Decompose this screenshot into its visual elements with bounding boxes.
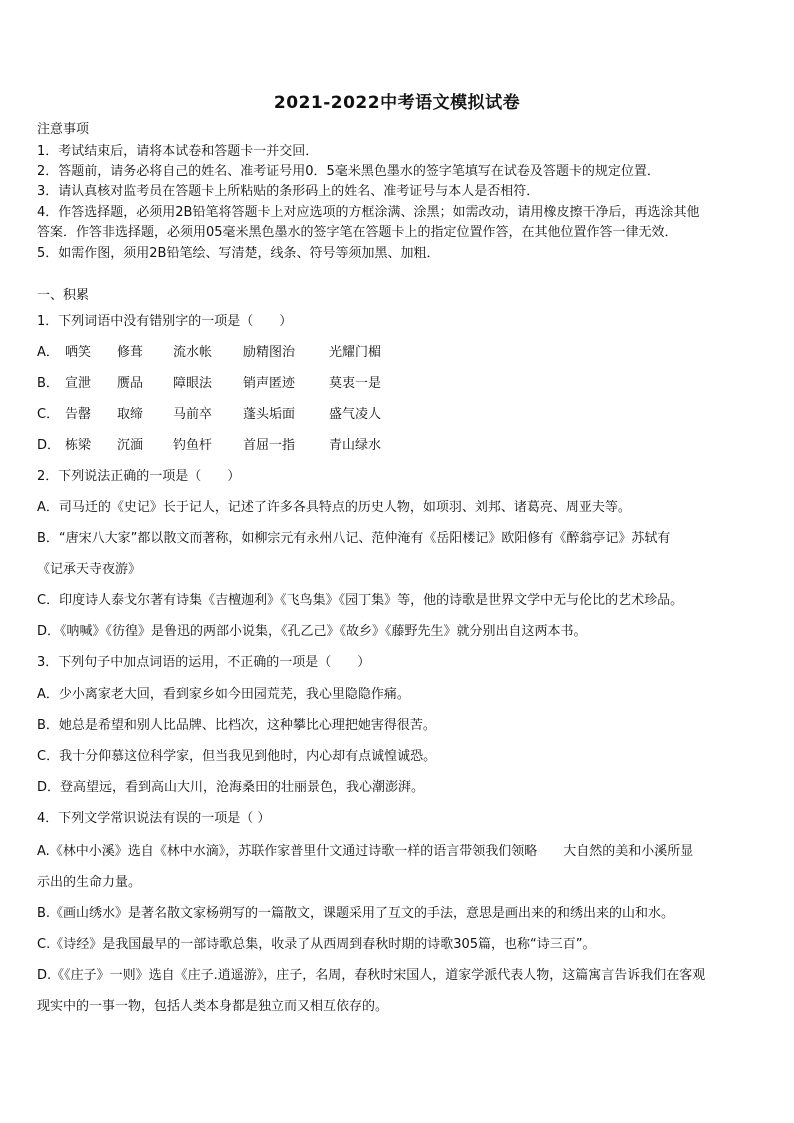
q4-option-c: C.《诗经》是我国最早的一部诗歌总集，收录了从西周到春秋时期的诗歌305篇，也称“诗三百”。 — [37, 937, 596, 952]
q2-option-b: B．“唐宋八大家”都以散文而著称，如柳宗元有永州八记、范仲淹有《岳阳楼记》欧阳修有《醉翁亭记》苏轼有 — [37, 531, 671, 546]
option-label: D． — [37, 438, 61, 453]
option-label: A． — [37, 345, 59, 360]
q3-option-d: D．登高望远，看到高山大川，沧海桑田的壮丽景色，我心潮澎湃。 — [37, 780, 425, 795]
option-word: 沉湎 — [117, 438, 144, 453]
notice-item: 3．请认真核对监考员在答题卡上所粘贴的条形码上的姓名、准考证号与本人是否相符． — [37, 184, 540, 199]
section-heading: 一、积累 — [37, 288, 90, 303]
option-word: 取缔 — [117, 407, 144, 422]
notice-item: 5．如需作图，须用2B铅笔绘、写清楚，线条、符号等须加黑、加粗． — [37, 246, 440, 261]
notice-heading: 注意事项 — [37, 122, 90, 137]
option-word: 流水帐 — [173, 345, 213, 360]
option-word: 盛气凌人 — [329, 407, 382, 422]
option-word: 哂笑 — [65, 345, 92, 360]
q4-option-a-cont: 示出的生命力量。 — [37, 875, 142, 890]
option-word: 马前卒 — [173, 407, 213, 422]
q4-option-b: B.《画山绣水》是著名散文家杨朔写的一篇散文，课题采用了互文的手法，意思是画出来的和绣出来的山和水。 — [37, 906, 675, 921]
q4-option-d: D.《《庄子》一则》选自《庄子.逍遥游》，庄子，名周，春秋时宋国人，道家学派代表人物，这篇寓言告诉我们在客观 — [37, 968, 706, 983]
question-stem: 4．下列文学常识说法有误的一项是（ ） — [37, 811, 271, 826]
notice-item: 2．答题前，请务必将自己的姓名、准考证号用0．5毫米黑色墨水的签字笔填写在试卷及答题卡的规定位置． — [37, 164, 660, 179]
q2-option-c: C．印度诗人泰戈尔著有诗集《吉檀迦利》《飞鸟集》《园丁集》等，他的诗歌是世界文学中无与伦比的艺术珍品。 — [37, 593, 684, 608]
notice-item: 4．作答选择题，必须用2B铅笔将答题卡上对应选项的方框涂满、涂黑；如需改动，请用橡皮擦干净后，再选涂其他 — [37, 205, 700, 220]
option-label: C． — [37, 407, 60, 422]
q3-option-a: A．少小离家老大回，看到家乡如今田园荒芜，我心里隐隐作痛。 — [37, 687, 410, 702]
option-word: 销声匿迹 — [243, 376, 296, 391]
q2-option-b-cont: 《记承天寺夜游》 — [37, 562, 142, 577]
option-word: 告罄 — [65, 407, 92, 422]
option-word: 栋梁 — [65, 438, 92, 453]
q2-option-d: D．《呐喊》《彷徨》是鲁迅的两部小说集，《孔乙己》《故乡》《藤野先生》就分别出自这两本书。 — [37, 624, 587, 639]
q3-option-b: B．她总是希望和别人比品牌、比档次，这种攀比心理把她害得很苦。 — [37, 718, 436, 733]
q3-option-c: C．我十分仰慕这位科学家，但当我见到他时，内心却有点诚惶诚恐。 — [37, 749, 437, 764]
option-word: 光耀门楣 — [329, 345, 382, 360]
question-stem: 3．下列句子中加点词语的运用，不正确的一项是（ ） — [37, 655, 371, 670]
option-word: 蓬头垢面 — [243, 407, 296, 422]
q4-option-a: A.《林中小溪》选自《林中水滴》，苏联作家普里什文通过诗歌一样的语言带领我们领略 大自然的美和小溪所显 — [37, 844, 694, 859]
option-word: 修葺 — [117, 345, 144, 360]
option-word: 障眼法 — [173, 376, 213, 391]
option-word: 青山绿水 — [329, 438, 382, 453]
notice-item: 答案．作答非选择题，必须用05毫米黑色墨水的签字笔在答题卡上的指定位置作答，在其他位置作答一律无效． — [37, 225, 678, 240]
option-word: 励精图治 — [243, 345, 296, 360]
q2-option-a: A．司马迁的《史记》长于记人，记述了许多各具特点的历史人物，如项羽、刘邦、诸葛亮、周亚夫等。 — [37, 500, 631, 515]
option-label: B． — [37, 376, 59, 391]
option-word: 宣泄 — [65, 376, 92, 391]
q4-option-d-cont: 现实中的一事一物，包括人类本身都是独立而又相互依存的。 — [37, 999, 389, 1014]
question-stem: 2．下列说法正确的一项是（ ） — [37, 469, 241, 484]
option-word: 钓鱼杆 — [173, 438, 213, 453]
option-word: 赝品 — [117, 376, 144, 391]
option-word: 首屈一指 — [243, 438, 296, 453]
exam-title: 2021-2022中考语文模拟试卷 — [273, 93, 521, 113]
option-word: 莫衷一是 — [329, 376, 382, 391]
question-stem: 1．下列词语中没有错别字的一项是（ ） — [37, 314, 293, 329]
notice-item: 1．考试结束后，请将本试卷和答题卡一并交回． — [37, 144, 319, 159]
